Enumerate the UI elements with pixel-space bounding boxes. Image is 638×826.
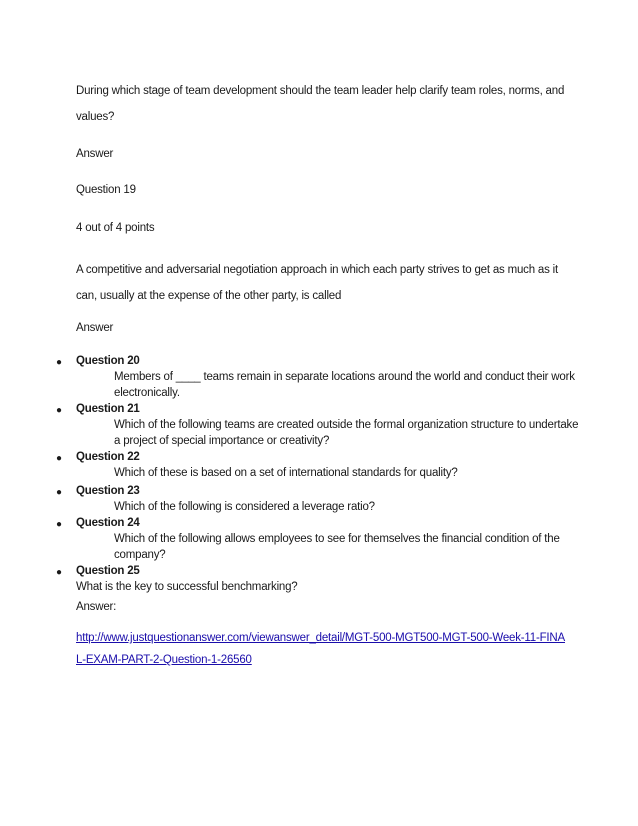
question-19-points: 4 out of 4 points: [76, 222, 155, 234]
bullet-icon: ●: [56, 487, 62, 498]
answer-label: Answer:: [76, 601, 117, 613]
bullet-icon: ●: [56, 519, 62, 530]
bullet-icon: ●: [56, 405, 62, 416]
question-19-title: Question 19: [76, 184, 136, 196]
question-list: [0, 354, 638, 596]
list-item: [0, 354, 638, 402]
bullet-icon: ●: [56, 567, 62, 578]
question-title: Question 22: [76, 451, 140, 463]
question-18-text: During which stage of team development should the team leader help clarify team roles, norms, and values?: [76, 85, 565, 123]
question-text: Which of the following allows employees to see for themselves the financial condition of the company?: [114, 533, 560, 561]
list-item: [0, 516, 638, 564]
answer-link[interactable]: http://www.justquestionanswer.com/viewanswer_detail/MGT-500-MGT500-MGT-500-Week-11-FINAL-EXAM-PART-2-Question-1-26560: [76, 632, 565, 666]
list-item: [0, 564, 638, 596]
question-title: Question 23: [76, 485, 140, 497]
list-item: [0, 402, 638, 450]
question-title: Question 25: [76, 565, 140, 577]
question-text: Which of the following is considered a leverage ratio?: [114, 501, 375, 513]
bullet-icon: ●: [56, 357, 62, 368]
list-item: [0, 484, 638, 516]
question-text: Which of these is based on a set of international standards for quality?: [114, 467, 458, 479]
question-title: Question 20: [76, 355, 140, 367]
question-text: What is the key to successful benchmarking?: [76, 581, 298, 593]
list-item: [0, 450, 638, 484]
question-text: Which of the following teams are created outside the formal organization structure to undertake a project of special importance or creativity?: [114, 419, 579, 447]
question-title: Question 21: [76, 403, 140, 415]
question-text: Members of ____ teams remain in separate locations around the world and conduct their work electronically.: [114, 371, 575, 399]
answer-label: Answer: [76, 322, 114, 334]
question-19-text: A competitive and adversarial negotiation approach in which each party strives to get as much as it can, usually at the expense of the other party, is called: [76, 264, 559, 302]
question-title: Question 24: [76, 517, 140, 529]
answer-label: Answer: [76, 148, 114, 160]
bullet-icon: ●: [56, 453, 62, 464]
